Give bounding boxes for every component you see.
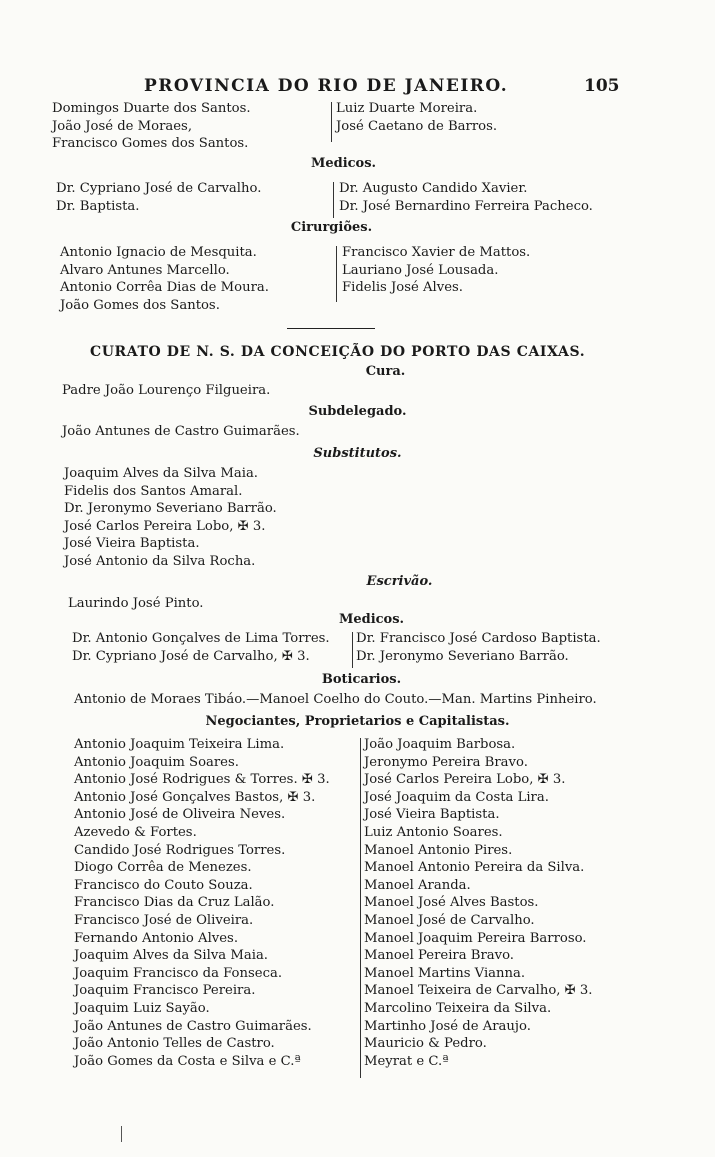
list-item: Manoel José de Carvalho. (364, 912, 535, 928)
list-item: Francisco Dias da Cruz Lalão. (74, 895, 275, 911)
list-item: Antonio José Gonçalves Bastos, ✠ 3. (74, 789, 316, 805)
top-list-right (336, 100, 497, 135)
top-list-left (52, 100, 251, 153)
list-item: João Joaquim Barbosa. (364, 737, 516, 752)
list-item: Antonio Joaquim Teixeira Lima. (74, 737, 285, 752)
list-item: Antonio José de Oliveira Neves. (74, 807, 286, 823)
boticarios-line: Antonio de Moraes Tibáo.—Manoel Coelho do Couto.—Man. Martins Pinheiro. (74, 692, 597, 707)
list-item: Francisco José de Oliveira. (74, 912, 254, 928)
list-item: Marcolino Teixeira da Silva. (364, 1000, 552, 1016)
list-item: Manoel Pereira Bravo. (364, 948, 514, 964)
list-item: Francisco do Couto Souza. (74, 877, 253, 893)
section-heading-medicos: Medicos. (310, 156, 377, 171)
section-heading-boticarios: Boticarios. (321, 672, 402, 687)
list-item: Jeronymo Pereira Bravo. (364, 754, 528, 770)
list-item: José Vieira Baptista. (64, 536, 200, 552)
column-divider (360, 738, 361, 1078)
section-heading-escrivao: Escrivão. (366, 574, 433, 589)
cirurgioes-list-left (60, 244, 269, 314)
list-item: Luiz Duarte Moreira. (336, 101, 478, 116)
stray-mark (121, 1126, 122, 1142)
column-divider (352, 632, 353, 668)
list-item: Manoel Antonio Pereira da Silva. (364, 860, 585, 876)
list-item: Martinho José de Araujo. (364, 1018, 531, 1034)
list-item: José Carlos Pereira Lobo, ✠ 3. (364, 772, 566, 788)
list-item: Joaquim Francisco Pereira. (74, 983, 256, 999)
list-item: Manoel Martins Vianna. (364, 965, 526, 981)
list-item: Dr. Cypriano José de Carvalho. (56, 181, 262, 196)
section-heading-medicos-curato: Medicos. (338, 612, 405, 627)
list-item: Dr. Jeronymo Severiano Barrão. (64, 501, 277, 517)
cura-name: Padre João Lourenço Filgueira. (62, 383, 271, 398)
list-item: Mauricio & Pedro. (364, 1036, 487, 1052)
list-item: José Carlos Pereira Lobo, ✠ 3. (64, 518, 266, 534)
list-item: Francisco Xavier de Mattos. (342, 245, 531, 260)
list-item: Dr. Augusto Candido Xavier. (339, 181, 528, 196)
list-item: Dr. Antonio Gonçalves de Lima Torres. (72, 631, 330, 646)
list-item: João Gomes dos Santos. (60, 297, 220, 313)
list-item: João Antunes de Castro Guimarães. (74, 1018, 312, 1034)
list-item: Alvaro Antunes Marcello. (60, 262, 230, 278)
section-heading-negociantes: Negociantes, Proprietarios e Capitalistas. (205, 714, 510, 729)
column-divider (333, 182, 334, 218)
list-item: Fidelis dos Santos Amaral. (64, 483, 243, 499)
list-item: Fidelis José Alves. (342, 280, 463, 296)
page-number: 105 (584, 76, 620, 96)
list-item: Antonio Joaquim Soares. (74, 754, 239, 770)
list-item: João José de Moraes, (52, 118, 193, 134)
list-item: Dr. Baptista. (56, 198, 140, 214)
column-divider (331, 102, 332, 142)
section-divider-rule (287, 328, 375, 329)
column-divider (336, 246, 337, 302)
list-item: Manoel José Alves Bastos. (364, 895, 539, 911)
list-item: Dr. Jeronymo Severiano Barrão. (356, 648, 569, 664)
list-item: João Gomes da Costa e Silva e C.ª (74, 1053, 301, 1069)
medicos-list-left (56, 180, 261, 215)
list-item: Dr. Francisco José Cardoso Baptista. (356, 631, 601, 646)
list-item: João Antonio Telles de Castro. (74, 1036, 275, 1052)
medicos-list-right (339, 180, 593, 215)
subdelegado-name: João Antunes de Castro Guimarães. (62, 424, 300, 439)
list-item: José Antonio da Silva Rocha. (64, 553, 256, 569)
escrivao-name: Laurindo José Pinto. (68, 596, 204, 611)
negociantes-list-left (74, 736, 330, 1070)
curato-title: CURATO DE N. S. DA CONCEIÇÃO DO PORTO DAS CAIXAS. (90, 344, 586, 360)
list-item: Meyrat e C.ª (364, 1053, 449, 1069)
list-item: Dr. José Bernardino Ferreira Pacheco. (339, 198, 593, 214)
list-item: Domingos Duarte dos Santos. (52, 101, 251, 116)
curato-medicos-left (72, 630, 330, 665)
running-head-title: PROVINCIA DO RIO DE JANEIRO. (144, 76, 509, 96)
section-heading-subdelegado: Subdelegado. (308, 404, 407, 419)
list-item: Joaquim Francisco da Fonseca. (74, 965, 283, 981)
section-heading-cirurgioes: Cirurgiões. (290, 220, 373, 235)
list-item: Luiz Antonio Soares. (364, 824, 503, 840)
list-item: Dr. Cypriano José de Carvalho, ✠ 3. (72, 648, 310, 664)
curato-medicos-right (356, 630, 601, 665)
list-item: Manoel Aranda. (364, 877, 471, 893)
list-item: Manoel Teixeira de Carvalho, ✠ 3. (364, 983, 593, 999)
list-item: Fernando Antonio Alves. (74, 930, 239, 946)
list-item: Manoel Joaquim Pereira Barroso. (364, 930, 587, 946)
list-item: Diogo Corrêa de Menezes. (74, 860, 252, 876)
list-item: Joaquim Luiz Sayão. (74, 1000, 210, 1016)
cirurgioes-list-right (342, 244, 530, 297)
list-item: Antonio Ignacio de Mesquita. (60, 245, 257, 260)
list-item: Manoel Antonio Pires. (364, 842, 513, 858)
list-item: Joaquim Alves da Silva Maia. (74, 948, 269, 964)
substitutos-list (64, 465, 277, 571)
list-item: José Joaquim da Costa Lira. (364, 789, 549, 805)
list-item: Antonio Corrêa Dias de Moura. (60, 280, 269, 296)
list-item: Antonio José Rodrigues & Torres. ✠ 3. (74, 772, 330, 788)
list-item: Francisco Gomes dos Santos. (52, 136, 249, 152)
list-item: Joaquim Alves da Silva Maia. (64, 466, 259, 481)
list-item: Azevedo & Fortes. (74, 824, 197, 840)
section-heading-substitutos: Substitutos. (313, 446, 402, 461)
list-item: José Caetano de Barros. (336, 118, 498, 134)
negociantes-list-right (364, 736, 593, 1070)
list-item: José Vieira Baptista. (364, 807, 500, 823)
section-heading-cura: Cura. (365, 364, 406, 379)
list-item: Lauriano José Lousada. (342, 262, 499, 278)
list-item: Candido José Rodrigues Torres. (74, 842, 286, 858)
